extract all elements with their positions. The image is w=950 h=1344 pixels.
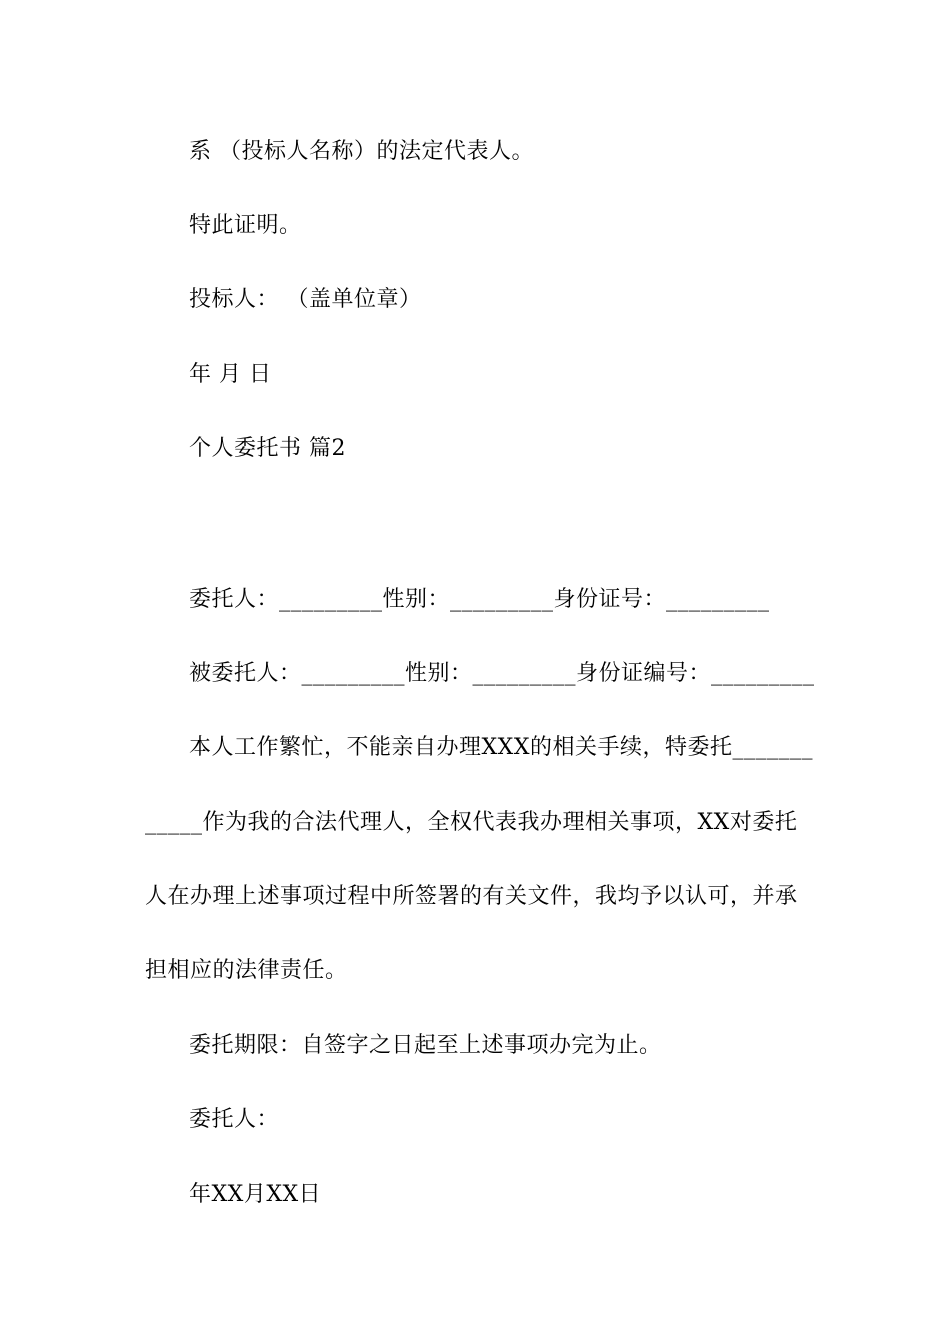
text-line-agent-info: 被委托人：_________性别：_________身份证编号：_________ bbox=[189, 661, 815, 686]
text-paragraph-line-2: _____作为我的合法代理人，全权代表我办理相关事项，XX对委托 bbox=[145, 810, 798, 835]
text-line-date-blank: 年 月 日 bbox=[189, 362, 272, 387]
text-line-date: 年XX月XX日 bbox=[189, 1182, 322, 1207]
text-paragraph-line-1: 本人工作繁忙，不能亲自办理XXX的相关手续，特委托_______ bbox=[189, 735, 813, 760]
text-line-principal-info: 委托人：_________性别：_________身份证号：_________ bbox=[189, 587, 770, 612]
text-paragraph-line-4: 担相应的法律责任。 bbox=[145, 958, 348, 983]
text-line-term: 委托期限：自签字之日起至上述事项办完为止。 bbox=[189, 1033, 662, 1058]
text-line-bidder-seal: 投标人： （盖单位章） bbox=[189, 287, 422, 312]
text-paragraph-line-3: 人在办理上述事项过程中所签署的有关文件，我均予以认可，并承 bbox=[145, 884, 798, 909]
section-title: 个人委托书 篇2 bbox=[189, 436, 346, 461]
text-line-principal-sign: 委托人： bbox=[189, 1107, 280, 1132]
text-line-hereby-certify: 特此证明。 bbox=[189, 213, 302, 238]
text-line-legal-rep: 系 （投标人名称）的法定代表人。 bbox=[189, 139, 534, 164]
